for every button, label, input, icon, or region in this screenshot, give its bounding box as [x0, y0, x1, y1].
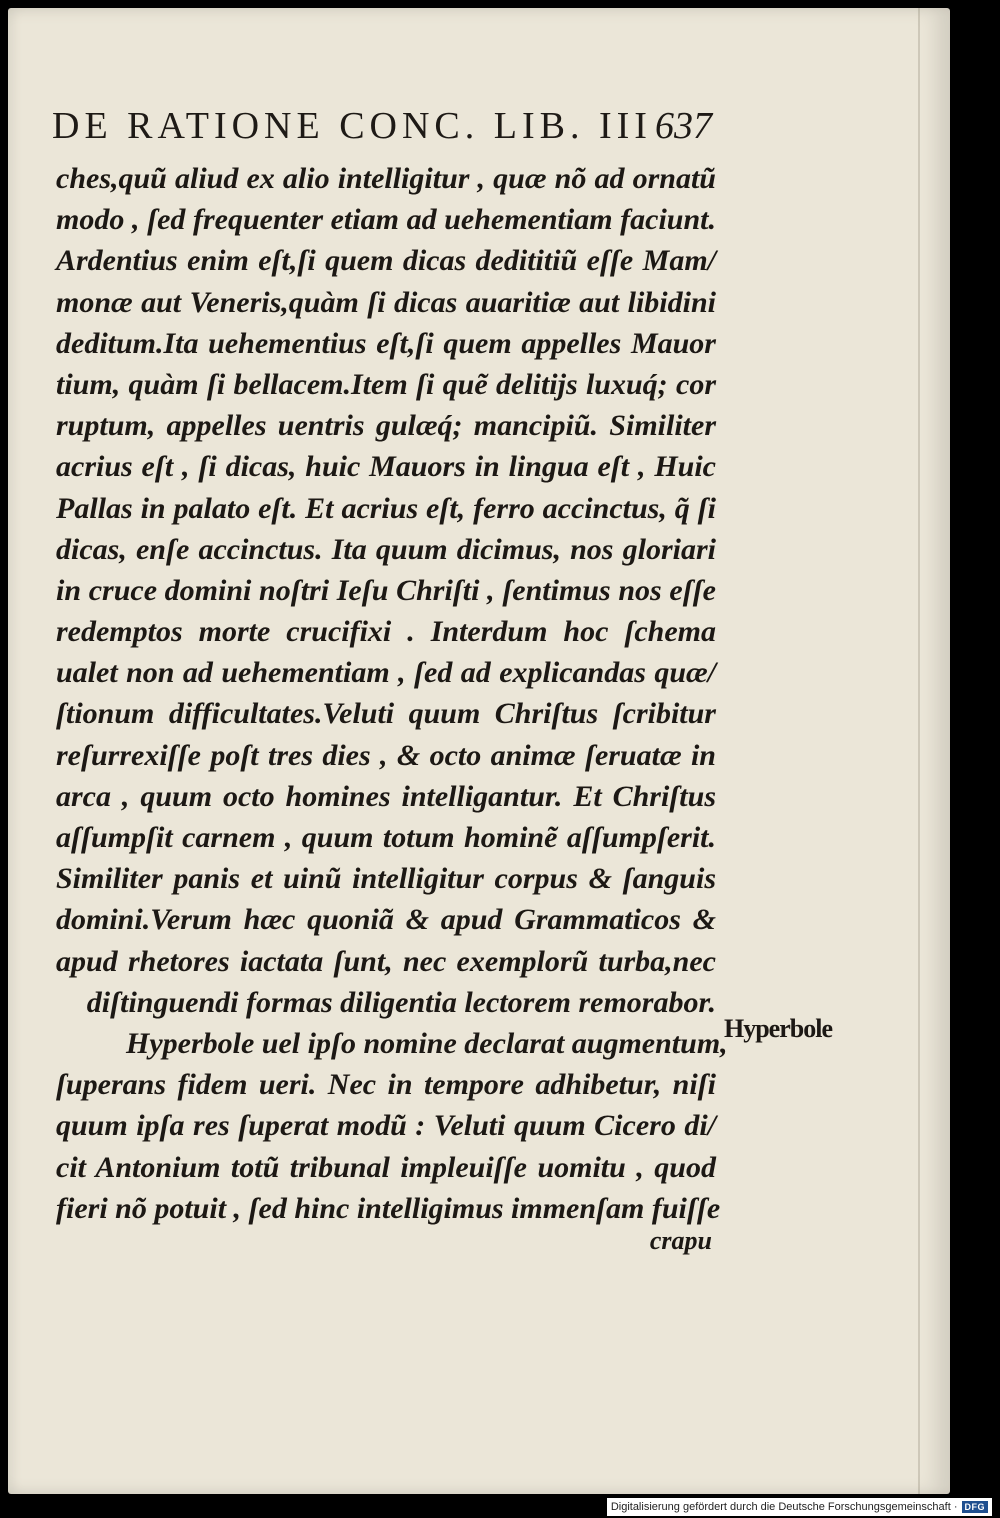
text-line: modo , ſed frequenter etiam ad uehementiam faciunt.: [56, 203, 716, 237]
footer-credit-text: Digitalisierung gefördert durch die Deutsche Forschungsgemeinschaft ·: [610, 1501, 958, 1513]
running-header: [52, 104, 712, 148]
text-line: apud rhetores iactata ſunt, nec exemplorũ turba,nec: [56, 944, 716, 978]
text-line: domini.Verum hæc quoniã & apud Grammaticos &: [56, 903, 716, 937]
text-line: fieri nõ potuit , ſed hinc intelligimus immenſam fuiſſe: [56, 1191, 721, 1225]
text-line: ſuperans fidem ueri. Nec in tempore adhibetur, niſi: [56, 1068, 716, 1102]
marginal-note: Hyperbole: [724, 1014, 832, 1043]
text-line: acrius eſt , ſi dicas, huic Mauors in lingua eſt , Huic: [56, 450, 716, 484]
text-line: in cruce domini noſtri Ieſu Chriſti , ſentimus nos eſſe: [56, 573, 716, 607]
text-line: Pallas in palato eſt. Et acrius eſt, ferro accinctus, q̃ ſi: [56, 491, 716, 525]
text-line: arca , quum octo homines intelligantur. Et Chriſtus: [56, 779, 716, 813]
text-line: deditum.Ita uehementius eſt,ſi quem appelles Mauor: [56, 326, 716, 360]
text-line: Ardentius enim eſt,ſi quem dicas dedititiũ eſſe Mam/: [56, 244, 716, 278]
text-line: redemptos morte crucifixi . Interdum hoc ſchema: [56, 615, 716, 649]
text-line: reſurrexiſſe poſt tres dies , & octo animæ ſeruatæ in: [56, 738, 716, 772]
text-line: cit Antonium totũ tribunal impleuiſſe uomitu , quod: [56, 1150, 716, 1184]
text-line: dicas, enſe accinctus. Ita quum dicimus, nos gloriari: [56, 532, 716, 566]
text-line: quum ipſa res ſuperat modũ : Veluti quum Cicero di/: [56, 1109, 716, 1143]
text-line: tium, quàm ſi bellacem.Item ſi quẽ delitijs luxuq́; cor: [56, 367, 716, 401]
text-line: Similiter panis et uinũ intelligitur corpus & ſanguis: [56, 862, 716, 896]
text-line: ualet non ad uehementiam , ſed ad explicandas quæ/: [56, 656, 716, 690]
book-page: [8, 8, 950, 1494]
body-text: [56, 158, 728, 1229]
text-line: aſſumpſit carnem , quum totum hominẽ aſſumpſerit.: [56, 821, 716, 854]
footer-credit: [607, 1498, 992, 1516]
text-line: monæ aut Veneris,quàm ſi dicas auaritiæ aut libidini: [56, 285, 716, 319]
text-line: ſtionum difficultates.Veluti quum Chriſtus ſcribitur: [56, 697, 716, 731]
page-number: 637: [655, 105, 712, 147]
running-title: DE RATIONE CONC. LIB. III: [52, 105, 652, 147]
catchword: crapu: [649, 1226, 712, 1255]
dfg-logo-icon: DFG: [962, 1501, 989, 1513]
text-line: Hyperbole uel ipſo nomine declarat augmentum,: [126, 1026, 728, 1060]
text-line: ches,quũ aliud ex alio intelligitur , quæ nõ ad ornatũ: [56, 162, 716, 195]
text-line: ruptum, appelles uentris gulæq́; mancipiũ. Similiter: [56, 409, 716, 443]
text-line: diſtinguendi formas diligentia lectorem remorabor.: [86, 985, 716, 1019]
